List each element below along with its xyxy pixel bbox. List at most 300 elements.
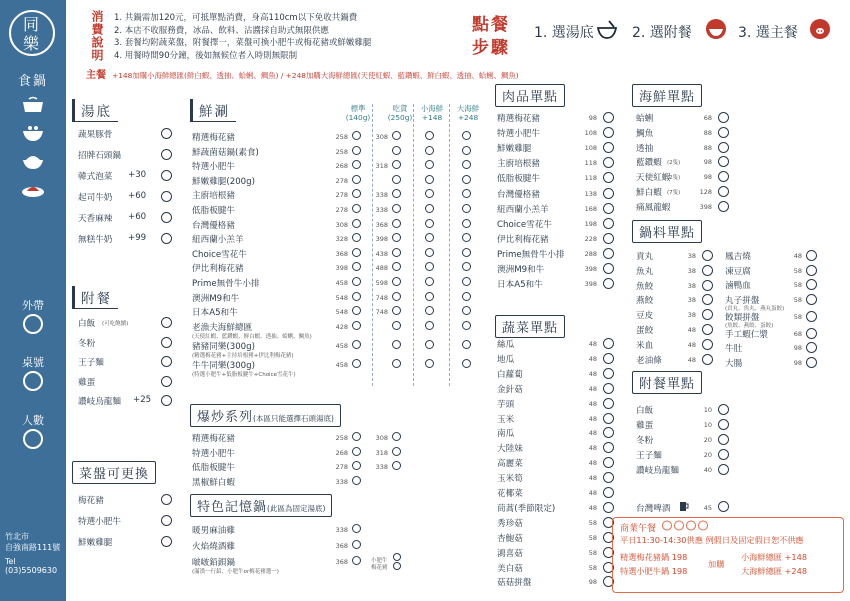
large-checkbox[interactable]	[392, 359, 401, 368]
price-standard: 548	[335, 293, 348, 302]
meat-checkbox[interactable]	[603, 172, 614, 183]
veg-checkbox[interactable]	[603, 502, 614, 513]
hotpot-item-name: 凍豆腐	[725, 266, 751, 277]
standard-checkbox[interactable]	[352, 204, 361, 213]
large-seafood-checkbox[interactable]	[462, 248, 471, 257]
veg-name: 地瓜	[497, 354, 515, 365]
hotpot-item-checkbox[interactable]	[702, 265, 713, 276]
side-single-checkbox[interactable]	[718, 419, 729, 430]
col-header-line: (250g)	[387, 113, 413, 122]
choice-note-pork: 梅花豬	[371, 565, 388, 571]
soup-name: 韓式泡菜	[78, 172, 113, 182]
veg-price: 48	[588, 459, 597, 468]
side-meal-checkbox[interactable]	[161, 395, 172, 406]
side-single-checkbox[interactable]	[718, 404, 729, 415]
standard-checkbox[interactable]	[352, 219, 361, 228]
price-large: 308	[375, 434, 388, 442]
small-seafood-checkbox[interactable]	[425, 131, 434, 140]
price-large: 368	[375, 220, 388, 229]
table-number-label: 桌號	[22, 356, 44, 369]
hotpot-item-checkbox[interactable]	[806, 311, 817, 322]
veg-section-title: 蔬菜單點	[495, 315, 565, 338]
hotpot-item-price: 48	[687, 340, 696, 349]
side-meal-name: 王子麵	[78, 358, 104, 368]
standard-checkbox[interactable]	[352, 321, 361, 330]
pot-icon	[21, 96, 45, 114]
column-divider	[372, 104, 373, 386]
large-checkbox[interactable]	[392, 189, 401, 198]
seafood-name: 透抽	[636, 143, 654, 154]
side-meal-checkbox[interactable]	[161, 317, 172, 328]
memory-pot-title: 特色記憶鍋	[197, 500, 268, 515]
side-single-price: 20	[703, 451, 712, 459]
standard-checkbox[interactable]	[352, 233, 361, 242]
hotpot-name: 澳洲M9和牛	[192, 293, 240, 304]
side-single-checkbox[interactable]	[718, 464, 729, 475]
side-meal-checkbox[interactable]	[161, 376, 172, 387]
sidebar	[0, 0, 66, 601]
promo-title: 商業午餐	[620, 524, 657, 534]
side-single-name: 雞蛋	[636, 421, 654, 431]
veg-price: 48	[588, 429, 597, 438]
veg-checkbox[interactable]	[603, 413, 614, 424]
stirfry-name: 特選小肥牛	[192, 448, 235, 459]
small-seafood-checkbox[interactable]	[425, 359, 434, 368]
veg-checkbox[interactable]	[603, 368, 614, 379]
side-meal-section-title: 附餐	[72, 286, 118, 309]
stirfry-name: 黑椒鮮白蝦	[192, 477, 235, 488]
veg-price: 58	[588, 548, 597, 557]
hotpot-item-name: 米血	[636, 340, 654, 351]
side-meal-name: 讚岐烏龍麵	[78, 397, 121, 407]
memory-pot-checkbox[interactable]	[352, 540, 361, 549]
hotpot-name: 特選小肥牛	[192, 162, 235, 173]
standard-checkbox[interactable]	[352, 175, 361, 184]
price-large: 308	[375, 133, 388, 141]
seafood-name: 蛤蜊	[636, 114, 654, 124]
soup-checkbox[interactable]	[161, 191, 172, 202]
hotpot-name: 紐西蘭小羔羊	[192, 235, 244, 246]
standard-checkbox[interactable]	[352, 306, 361, 315]
meat-price: 118	[584, 159, 597, 168]
meat-name: 主廚培根豬	[497, 159, 540, 170]
large-seafood-checkbox[interactable]	[462, 359, 471, 368]
col-header-line: 大海鮮	[456, 104, 480, 113]
hotpot-item-name: 老油條	[636, 355, 662, 366]
hotpot-item-checkbox[interactable]	[806, 342, 817, 353]
side-single-price: 10	[703, 406, 712, 414]
meat-checkbox[interactable]	[603, 188, 614, 199]
meat-name: 低脂板腱牛	[497, 174, 540, 185]
side-single-price: 20	[703, 436, 712, 444]
stirfry-section-title	[190, 404, 341, 427]
pig-icon	[809, 18, 831, 40]
veg-name: 高麗菜	[497, 459, 523, 470]
promo-set-pork: 精選梅花豬鍋 198	[620, 552, 688, 562]
meat-section-title: 肉品單點	[495, 84, 565, 107]
hotpot-name: 日本A5和牛	[192, 308, 238, 319]
veg-swap-name: 鮮嫩雞腿	[78, 538, 113, 548]
hotpot-item-checkbox[interactable]	[702, 324, 713, 335]
large-checkbox[interactable]	[392, 233, 401, 242]
hotpot-item-checkbox[interactable]	[702, 280, 713, 291]
hotpot-item-name: 蛋餃	[636, 326, 654, 336]
veg-checkbox[interactable]	[603, 398, 614, 409]
memory-pot-checkbox[interactable]	[352, 524, 361, 533]
main-label: 主餐	[86, 70, 106, 81]
hotpot-item-name: 餃類拼盤	[725, 312, 760, 323]
large-checkbox[interactable]	[392, 248, 401, 257]
hotpot-item-checkbox[interactable]	[806, 265, 817, 276]
price-standard: 268	[335, 448, 348, 457]
large-seafood-checkbox[interactable]	[462, 306, 471, 315]
large-seafood-checkbox[interactable]	[462, 175, 471, 184]
step-2: 2. 選附餐	[632, 25, 692, 41]
soup-checkbox[interactable]	[161, 233, 172, 244]
hotpot-item-name: 魚丸	[636, 266, 654, 277]
standard-checkbox[interactable]	[352, 160, 361, 169]
large-checkbox[interactable]	[392, 461, 401, 470]
table-number-field[interactable]	[23, 371, 43, 391]
seafood-price: 98	[703, 158, 712, 167]
hotpot-item-checkbox[interactable]	[806, 279, 817, 290]
meat-price: 108	[584, 129, 597, 138]
standard-checkbox[interactable]	[352, 248, 361, 257]
meat-checkbox[interactable]	[603, 203, 614, 214]
seafood-name: 藍鑽蝦	[636, 158, 662, 169]
price-large: 438	[375, 249, 388, 258]
promo-add-small: 小海鮮總匯 +148	[741, 552, 808, 562]
veg-checkbox[interactable]	[603, 338, 614, 349]
standard-checkbox[interactable]	[352, 292, 361, 301]
large-seafood-checkbox[interactable]	[462, 292, 471, 301]
meat-checkbox[interactable]	[603, 278, 614, 289]
veg-swap-checkbox[interactable]	[161, 494, 172, 505]
small-seafood-checkbox[interactable]	[425, 204, 434, 213]
small-seafood-checkbox[interactable]	[425, 277, 434, 286]
soup-checkbox[interactable]	[161, 170, 172, 181]
meat-checkbox[interactable]	[603, 157, 614, 168]
large-seafood-checkbox[interactable]	[462, 233, 471, 242]
meat-name: Prime無骨牛小排	[497, 249, 565, 260]
beer-checkbox[interactable]	[718, 501, 729, 512]
small-seafood-checkbox[interactable]	[425, 306, 434, 315]
hotpot-item-name: 手工蝦仁漿	[725, 329, 768, 340]
meat-checkbox[interactable]	[603, 233, 614, 244]
large-checkbox[interactable]	[392, 432, 401, 441]
side-meal-name: 冬粉	[78, 338, 96, 349]
small-seafood-checkbox[interactable]	[425, 175, 434, 184]
veg-swap-checkbox[interactable]	[161, 536, 172, 547]
large-checkbox[interactable]	[392, 262, 401, 271]
veg-price: 48	[588, 354, 597, 363]
soup-section-title: 湯底	[72, 99, 118, 122]
small-seafood-checkbox[interactable]	[425, 248, 434, 257]
beer-name: 台灣啤酒	[636, 504, 671, 514]
soup-surcharge: +60	[128, 191, 147, 201]
hotpot-item-name: 滷鴨血	[725, 281, 751, 292]
meat-checkbox[interactable]	[603, 127, 614, 138]
price-standard: 328	[335, 235, 348, 244]
veg-price: 58	[588, 563, 597, 572]
hotpot-item-checkbox[interactable]	[702, 339, 713, 350]
takeout-checkbox[interactable]	[23, 314, 43, 334]
standard-checkbox[interactable]	[352, 146, 361, 155]
price-large: 748	[375, 293, 388, 302]
large-seafood-checkbox[interactable]	[462, 277, 471, 286]
side-meal-checkbox[interactable]	[161, 337, 172, 348]
hotpot-item-price: 58	[793, 312, 802, 321]
standard-checkbox[interactable]	[352, 447, 361, 456]
hotpot-item-name: 貢丸	[636, 252, 654, 262]
price-standard: 278	[335, 176, 348, 185]
standard-checkbox[interactable]	[352, 131, 361, 140]
meat-checkbox[interactable]	[603, 263, 614, 274]
small-seafood-checkbox[interactable]	[425, 321, 434, 330]
price-large: 748	[375, 308, 388, 317]
meat-price: 398	[584, 280, 597, 289]
hotpot-item-name: 豆皮	[636, 311, 654, 322]
people-count-label: 人數	[22, 414, 44, 427]
hotpot-item-price: 38	[687, 296, 696, 305]
large-checkbox[interactable]	[392, 219, 401, 228]
standard-checkbox[interactable]	[352, 262, 361, 271]
small-seafood-checkbox[interactable]	[425, 292, 434, 301]
side-single-name: 讚岐烏龍麵	[636, 466, 679, 476]
meat-checkbox[interactable]	[603, 218, 614, 229]
veg-checkbox[interactable]	[603, 353, 614, 364]
small-seafood-checkbox[interactable]	[425, 189, 434, 198]
veg-name: 玉米筍	[497, 474, 523, 485]
veg-checkbox[interactable]	[603, 457, 614, 468]
large-seafood-checkbox[interactable]	[462, 262, 471, 271]
veg-price: 48	[588, 414, 597, 423]
large-checkbox[interactable]	[392, 204, 401, 213]
soup-surcharge: +30	[128, 170, 147, 180]
large-checkbox[interactable]	[392, 306, 401, 315]
memory-pot-name: 啵啵鉛鋇鍋	[192, 558, 235, 568]
hotpot-item-price: 58	[793, 266, 802, 275]
standard-checkbox[interactable]	[352, 461, 361, 470]
large-checkbox[interactable]	[392, 321, 401, 330]
hotpot-item-name: 丸子拼盤	[725, 295, 760, 306]
large-checkbox[interactable]	[392, 277, 401, 286]
phone-number: (03)5509630	[5, 566, 58, 575]
rules-list	[114, 12, 371, 62]
address-city: 竹北市	[5, 532, 29, 541]
seafood-checkbox[interactable]	[718, 156, 729, 167]
seafood-checkbox[interactable]	[718, 127, 729, 138]
col-header-small-seafood	[414, 104, 450, 122]
large-seafood-checkbox[interactable]	[462, 204, 471, 213]
price-standard: 258	[335, 434, 348, 442]
hotpot-item-price: 38	[687, 311, 696, 320]
soup-checkbox[interactable]	[161, 149, 172, 160]
veg-swap-name: 特選小肥牛	[78, 517, 121, 527]
veg-price: 48	[588, 369, 597, 378]
seafood-checkbox[interactable]	[718, 171, 729, 182]
standard-checkbox[interactable]	[352, 432, 361, 441]
hotpot-name: 低脂板腱牛	[192, 206, 235, 216]
people-count-field[interactable]	[23, 429, 43, 449]
price-standard: 258	[335, 147, 348, 156]
veg-name: 白蘿蔔	[497, 369, 523, 380]
standard-checkbox[interactable]	[352, 277, 361, 286]
large-checkbox[interactable]	[392, 131, 401, 140]
hotpot-item-price: 38	[687, 266, 696, 275]
memory-pot-subtitle: (此區為固定湯底)	[267, 504, 326, 513]
small-seafood-checkbox[interactable]	[425, 146, 434, 155]
large-seafood-checkbox[interactable]	[462, 321, 471, 330]
large-seafood-checkbox[interactable]	[462, 340, 471, 349]
hotpot-item-checkbox[interactable]	[806, 250, 817, 261]
seafood-checkbox[interactable]	[718, 186, 729, 197]
large-checkbox[interactable]	[392, 160, 401, 169]
large-seafood-checkbox[interactable]	[462, 189, 471, 198]
hotpot-item-checkbox[interactable]	[702, 294, 713, 305]
hotpot-name: 豬豬同樂(300g)	[192, 341, 255, 352]
seafood-checkbox[interactable]	[718, 201, 729, 212]
standard-checkbox[interactable]	[352, 340, 361, 349]
soup-name: 無糕牛奶	[78, 235, 113, 245]
side-single-name: 王子麵	[636, 451, 662, 461]
food-icons	[662, 520, 722, 531]
veg-name: 菇菇拼盤	[497, 578, 532, 589]
standard-checkbox[interactable]	[352, 476, 361, 485]
logo-line-2: 樂	[22, 34, 41, 53]
choice-beef-checkbox[interactable]	[393, 553, 401, 561]
price-large: 398	[375, 235, 388, 244]
memory-pot-price: 368	[335, 542, 348, 550]
main-addon-text: +148加購小海鮮總匯(鮮白蝦、透抽、蛤蜊、鯛魚) / +248加購大海鮮總匯(天使紅蝦、藍鑽蝦、鮮白蝦、透抽、蛤蜊、鯛魚)	[112, 71, 519, 80]
small-seafood-checkbox[interactable]	[425, 340, 434, 349]
seafood-price: 98	[703, 173, 712, 182]
hotpot-name: 鮮嫩雞腿(200g)	[192, 176, 255, 187]
soup-surcharge: +99	[128, 233, 147, 243]
price-standard: 338	[335, 477, 348, 486]
choice-note-beef: 小肥牛	[371, 558, 388, 564]
large-checkbox[interactable]	[392, 175, 401, 184]
meat-price: 228	[584, 234, 597, 243]
small-seafood-checkbox[interactable]	[425, 262, 434, 271]
meat-name: 精選梅花豬	[497, 114, 540, 124]
soup-bowl-icon	[597, 20, 617, 40]
hotpot-name: Prime無骨牛小排	[192, 279, 260, 289]
hotpot-item-checkbox[interactable]	[702, 309, 713, 320]
phone-label: Tel	[5, 557, 16, 566]
veg-name: 茼蒿(季節限定)	[497, 503, 556, 514]
side-meal-checkbox[interactable]	[161, 356, 172, 367]
veg-price: 58	[588, 518, 597, 527]
memory-pot-checkbox[interactable]	[352, 556, 361, 565]
veg-swap-checkbox[interactable]	[161, 515, 172, 526]
standard-checkbox[interactable]	[352, 189, 361, 198]
hotpot-item-checkbox[interactable]	[702, 250, 713, 261]
meat-checkbox[interactable]	[603, 112, 614, 123]
small-seafood-checkbox[interactable]	[425, 160, 434, 169]
rule-item: 3. 套餐均附蔬菜盤，附餐擇一，菜盤可換小肥牛或梅花豬或鮮嫩雞腿	[114, 38, 372, 49]
seafood-name: 鮮白蝦	[636, 188, 662, 198]
large-seafood-checkbox[interactable]	[462, 219, 471, 228]
large-seafood-checkbox[interactable]	[462, 160, 471, 169]
hotpot-item-checkbox[interactable]	[806, 294, 817, 305]
hotpot-item-checkbox[interactable]	[702, 354, 713, 365]
meat-checkbox[interactable]	[603, 142, 614, 153]
veg-checkbox[interactable]	[603, 427, 614, 438]
veg-checkbox[interactable]	[603, 442, 614, 453]
hotpot-item-checkbox[interactable]	[806, 328, 817, 339]
small-seafood-checkbox[interactable]	[425, 219, 434, 228]
side-single-checkbox[interactable]	[718, 434, 729, 445]
main-course-note	[86, 66, 519, 81]
veg-checkbox[interactable]	[603, 487, 614, 498]
col-header-large-seafood	[450, 104, 486, 122]
large-seafood-checkbox[interactable]	[462, 131, 471, 140]
soup-name: 起司牛奶	[78, 193, 113, 203]
choice-pork-checkbox[interactable]	[393, 562, 401, 570]
veg-swap-section-title: 菜盤可更換	[72, 461, 156, 484]
veg-name: 杏鮑菇	[497, 533, 523, 544]
veg-price: 58	[588, 533, 597, 542]
hotpot-items-section-title: 鍋料單點	[632, 220, 702, 243]
hotpot-item-checkbox[interactable]	[806, 357, 817, 368]
hotpot-item-name: 燕餃	[636, 296, 654, 307]
col-header-line: 小海鮮	[420, 104, 444, 113]
veg-checkbox[interactable]	[603, 472, 614, 483]
hotpot-item-price: 58	[793, 281, 802, 290]
order-title-1: 點餐	[472, 15, 510, 35]
seafood-name: 痛風龍蝦	[636, 202, 671, 213]
meat-name: 日本A5和牛	[497, 280, 543, 291]
small-seafood-checkbox[interactable]	[425, 233, 434, 242]
rule-item: 4. 用餐時間90分鐘，後如無候位者入時則無限制	[114, 50, 298, 61]
stirfry-name: 低脂板腱牛	[192, 463, 235, 474]
veg-swap-name: 梅花豬	[78, 496, 104, 506]
veg-name: 南瓜	[497, 429, 515, 440]
meat-price: 198	[584, 219, 597, 228]
seafood-checkbox[interactable]	[718, 112, 729, 123]
price-standard: 278	[335, 463, 348, 472]
rule-item: 1. 共鍋需加120元，可抵單點消費，身高110cm以下免收共鍋費	[114, 13, 358, 23]
side-single-checkbox[interactable]	[718, 449, 729, 460]
large-checkbox[interactable]	[392, 292, 401, 301]
price-standard: 368	[335, 249, 348, 258]
large-checkbox[interactable]	[392, 340, 401, 349]
veg-name: 芋頭	[497, 399, 515, 410]
large-checkbox[interactable]	[392, 447, 401, 456]
price-large: 338	[375, 206, 388, 214]
hotpot-name: 精選梅花豬	[192, 133, 235, 143]
meat-checkbox[interactable]	[603, 248, 614, 259]
seafood-tag: (2隻)	[667, 160, 681, 167]
promo-add-large: 大海鮮總匯 +248	[741, 566, 808, 576]
side-meal-note: (可吃飽續)	[102, 321, 129, 327]
veg-checkbox[interactable]	[603, 383, 614, 394]
meat-name: 台灣優格豬	[497, 189, 540, 200]
seafood-checkbox[interactable]	[718, 142, 729, 153]
large-checkbox[interactable]	[392, 146, 401, 155]
hotpot-item-name: 鳳吉燒	[725, 252, 751, 262]
large-seafood-checkbox[interactable]	[462, 146, 471, 155]
soup-checkbox[interactable]	[161, 212, 172, 223]
meat-price: 168	[584, 204, 597, 213]
promo-add-label: 加購	[708, 559, 725, 569]
soup-checkbox[interactable]	[161, 128, 172, 139]
veg-name: 玉米	[497, 414, 515, 425]
price-standard: 278	[335, 191, 348, 200]
standard-checkbox[interactable]	[352, 359, 361, 368]
hotpot-name: 鮮蔬菌菇鍋(素食)	[192, 147, 259, 158]
